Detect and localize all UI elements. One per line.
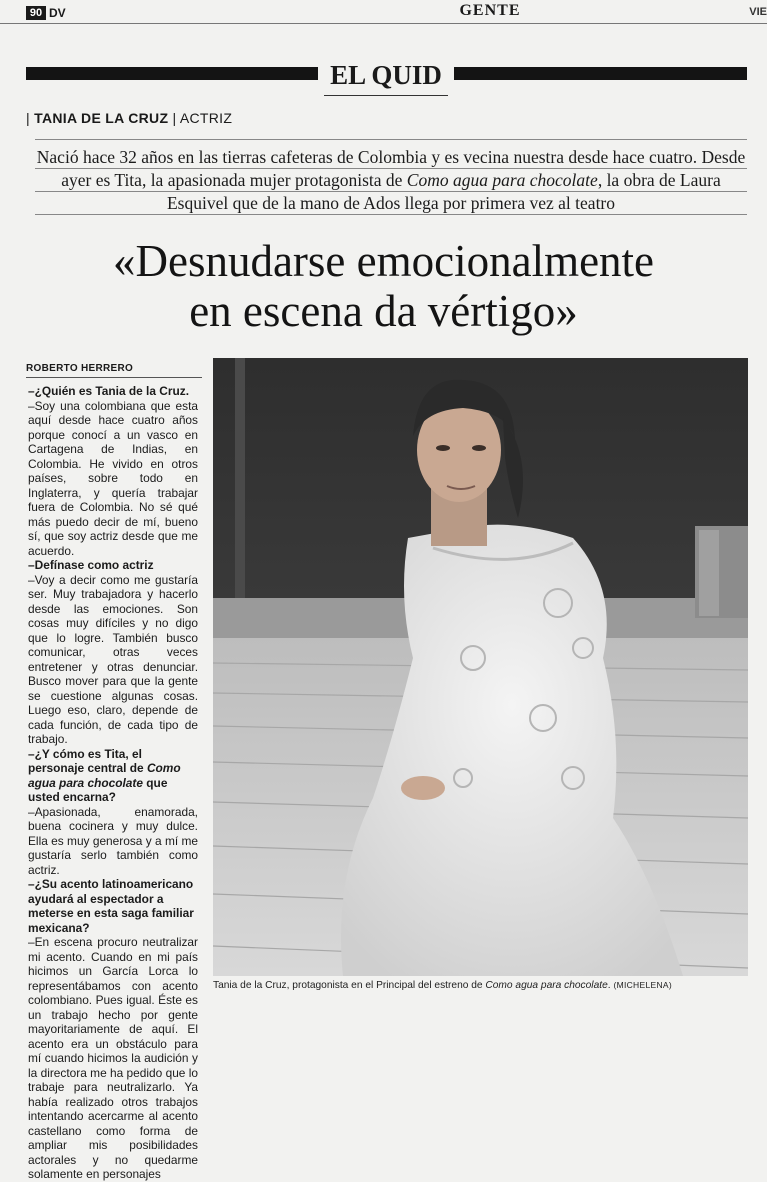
day-fragment: VIE [749, 6, 767, 18]
rubric-bar-right [454, 67, 747, 80]
answer: –Soy una colombiana que esta aquí desde hace cuatro años porque conocí a un vasco en Cartagena de Indias, en Colombia. He vivido en otros países, sobre todo en Inglaterra, y quería trabajar fuera de Colombia. No sé qué más puedo decir de mí, bueno sí, que soy actriz desde que me acuerdo. [28, 398, 198, 558]
header-divider [0, 23, 767, 24]
actress-photo [213, 358, 748, 976]
intro-text: , la obra de Laura Esquivel que de la mano de Ados llega por primera vez al teatro [166, 170, 721, 213]
rubric-underline [324, 95, 448, 96]
interviewee-byline [26, 110, 232, 126]
headline-line-2: en escena da vértigo» [189, 286, 578, 336]
intro-text: Nació hace 32 años en las tierras cafeteras de Colombia y es vecina nuestra desde hace cuatro. Desde ayer es Tita, la apasionada mujer protagonista de [36, 147, 746, 190]
author-name: ROBERTO HERRERO [26, 363, 134, 374]
intro-rule [35, 139, 747, 140]
rubric-title: EL QUID [330, 60, 442, 90]
answer: –Voy a decir como me gustaría ser. Muy trabajadora y hacerlo desde las emociones. Son cosas muy difíciles y no digo que lo logre. También busco comunicar, otras veces entretener y otras denunciar. Busco mover para que la gente se cuestione algunas cosas. Luego eso, claro, depende de cada función, de cada tipo de trabajo. [28, 572, 198, 746]
interviewee-name: TANIA DE LA CRUZ [34, 110, 169, 126]
photo-credit: (MICHELENA) [613, 980, 672, 990]
question-text: que usted encarna? [28, 775, 168, 804]
article-column [28, 384, 198, 1182]
caption-play-title: Como agua para chocolate [485, 980, 608, 991]
byline-separator: | [26, 110, 35, 126]
rubric-bar-left [26, 67, 318, 80]
question: –¿Quién es Tania de la Cruz. [28, 384, 190, 398]
section-title: GENTE [459, 2, 521, 19]
page-number: 90 [26, 6, 46, 20]
actress-photo-graphic [213, 358, 748, 976]
answer: –En escena procuro neutralizar mi acento. Cuando en mi país hicimos un García Lorca lo representábamos con acento colombiano. Pues igual. Éste es un trabajo hecho por gente mayoritariamente de aquí. El acento era un obstáculo para mí cuando hicimos la audición y la directora me ha pedido que lo trabaje para neutralizarlo. Ya había realizado otros trabajos intentando acercarme al acento castellano como forma de ampliar mis posibilidades actorales y no quedarme solamente en personajes [28, 935, 198, 1181]
answer: –Apasionada, enamorada, buena cocinera y muy dulce. Ella es muy generosa y a mí me gustaría serlo también como actriz. [28, 804, 198, 877]
interviewee-role: ACTRIZ [179, 110, 233, 126]
caption-text: Tania de la Cruz, protagonista en el Principal del estreno de [213, 980, 486, 991]
byline-separator: | [172, 110, 180, 126]
photo-caption [213, 980, 753, 991]
question: –Defínase como actriz [28, 558, 154, 572]
intro-paragraph [35, 146, 747, 215]
question: –¿Su acento latinoamericano ayudará al espectador a meterse en esta saga familiar mexicana? [28, 877, 194, 935]
headline-line-1: «Desnudarse emocionalmente [112, 236, 655, 286]
headline [0, 236, 767, 336]
author-rule [26, 377, 202, 378]
caption-text: . [607, 980, 611, 991]
question-text: –¿Y cómo es Tita, el personaje central de [28, 746, 147, 775]
question [28, 747, 198, 805]
intro-play-title: Como agua para chocolate [406, 170, 598, 190]
question-play-title: Como agua para chocolate [28, 761, 181, 790]
publication-name: DV [49, 6, 66, 20]
